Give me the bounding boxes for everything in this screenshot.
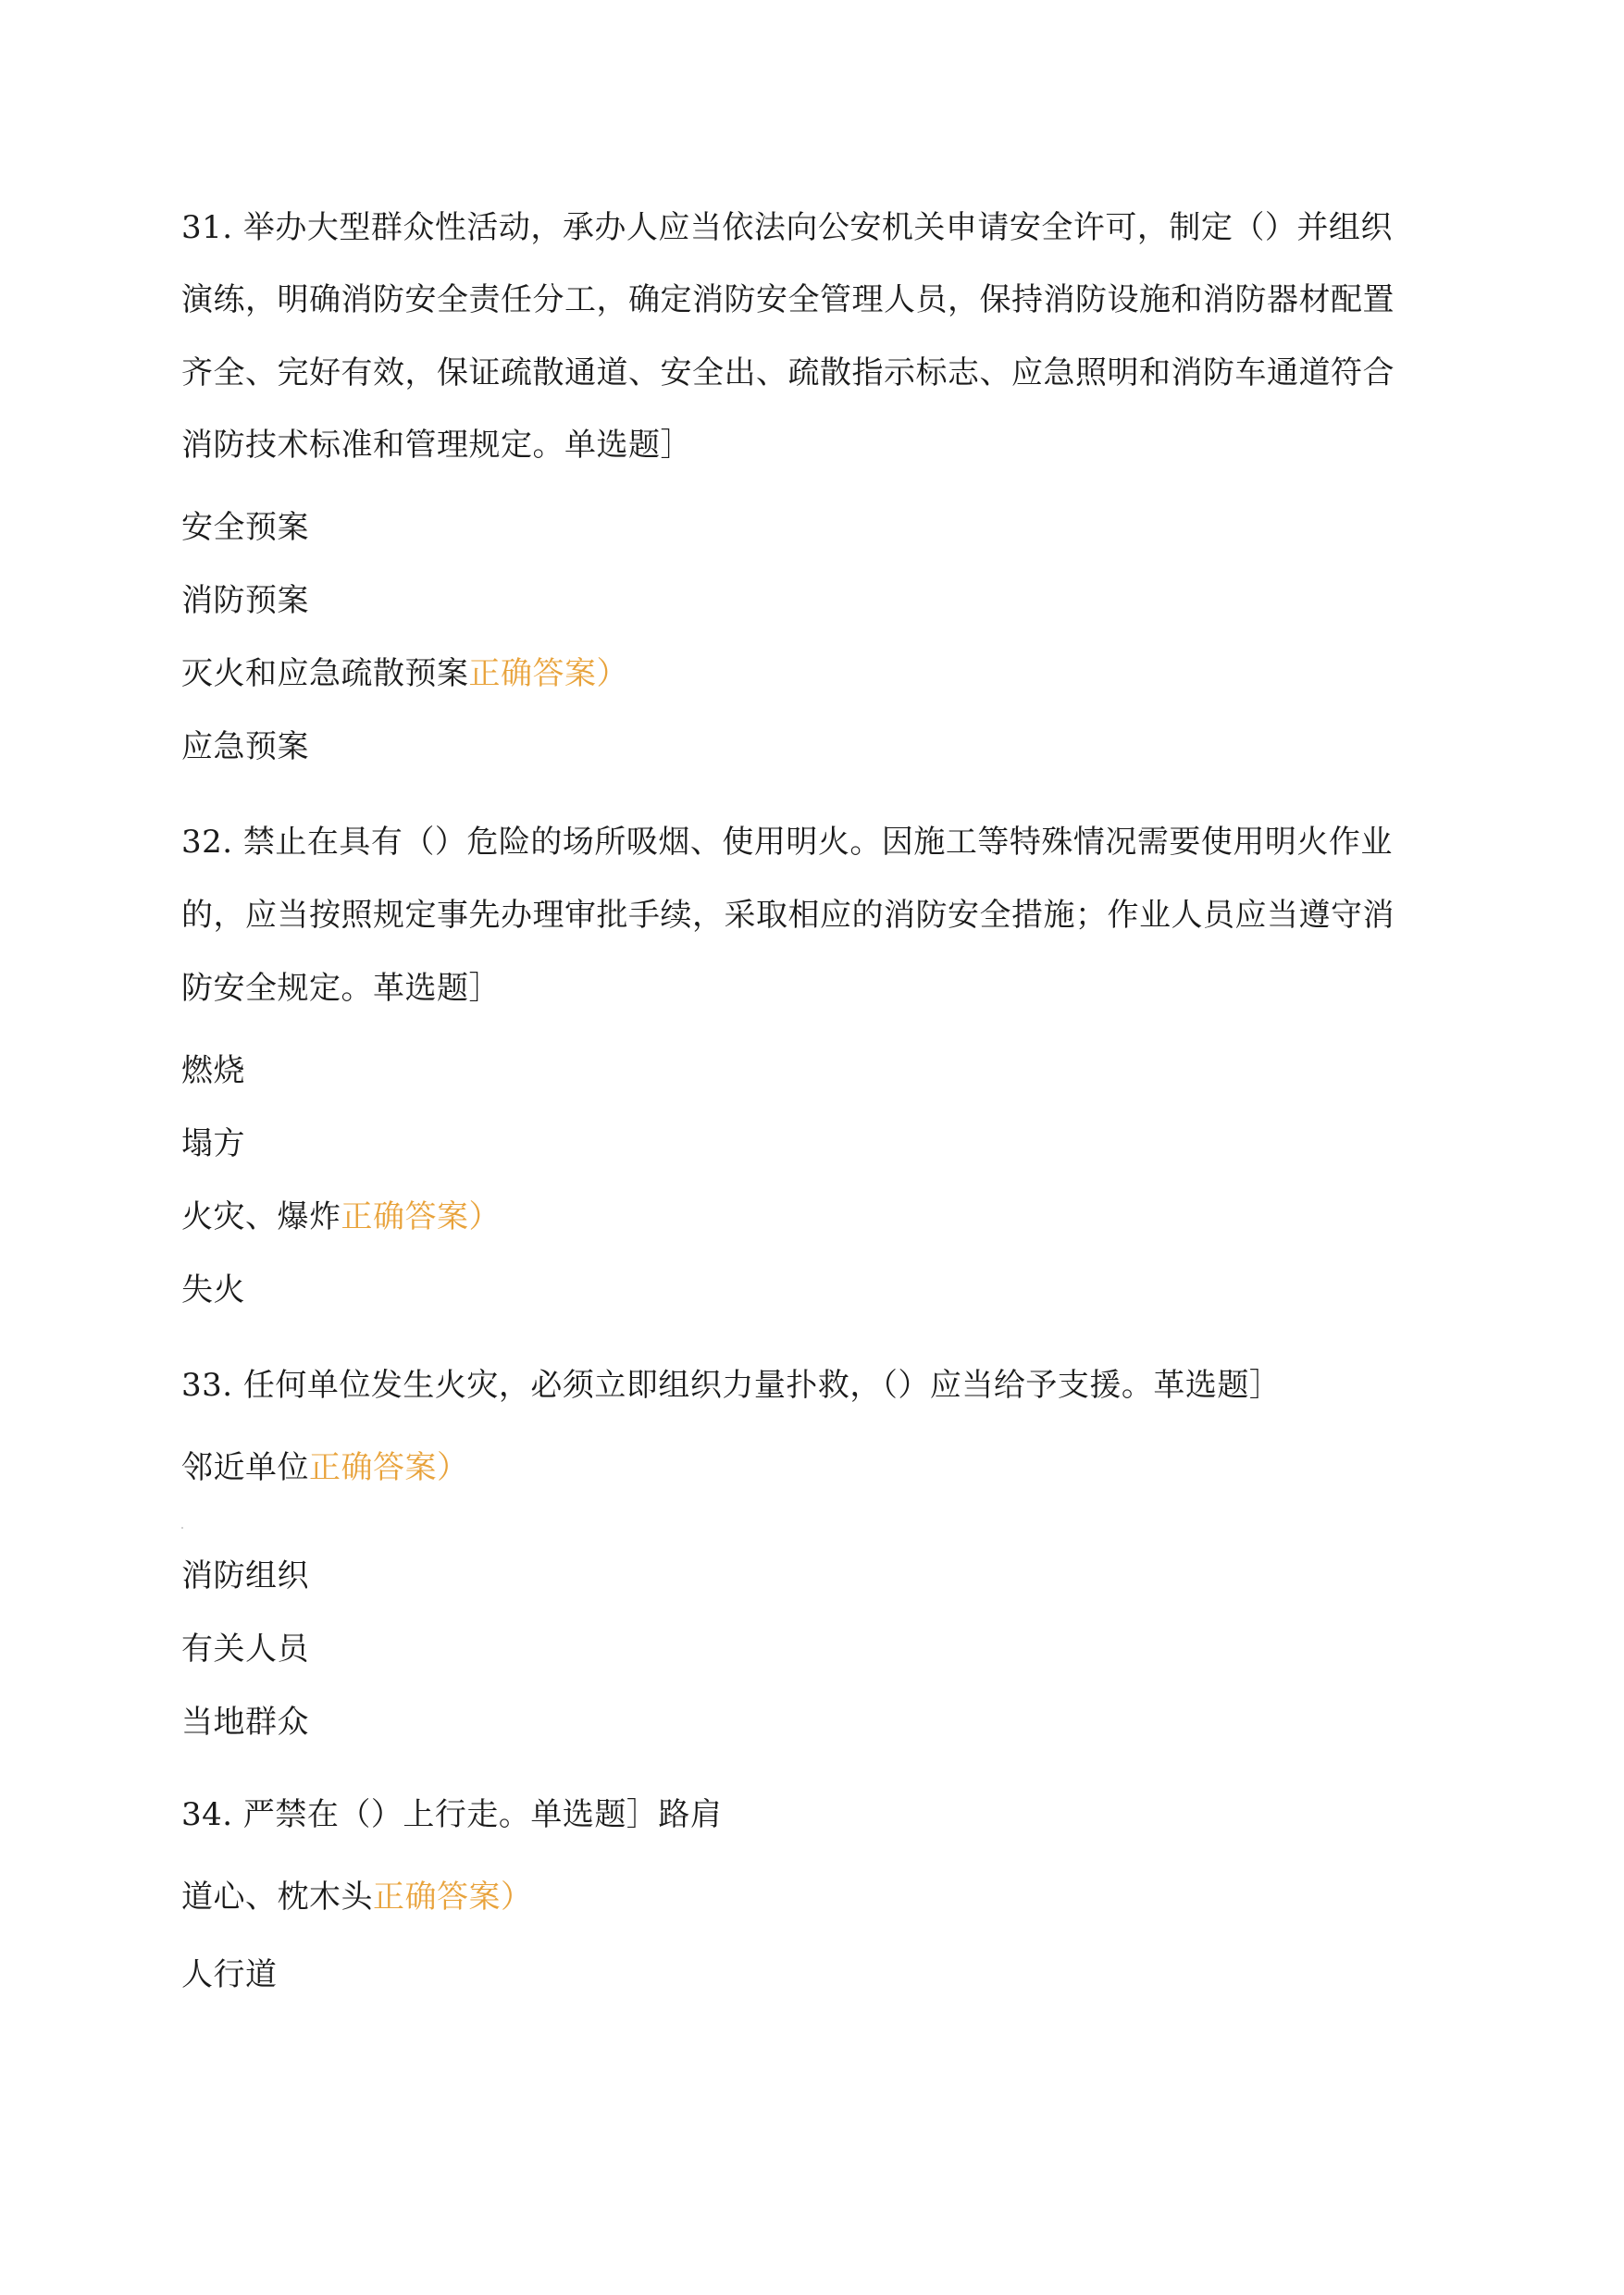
option-text: 道心、枕木头: [181, 1879, 373, 1916]
question-32-line-2: 的，应当按照规定事先办理审批手续，采取相应的消防安全措施；作业人员应当遵守消: [181, 897, 1395, 934]
question-31-option-2: [181, 582, 309, 619]
correct-answer-mark: 正确答案）: [373, 1879, 533, 1916]
question-31-option-4: [181, 728, 309, 765]
option-text: 燃烧: [181, 1052, 245, 1089]
question-33-option-1: [181, 1449, 469, 1486]
question-32-option-4: [181, 1272, 245, 1309]
option-text: 消防预案: [181, 582, 309, 619]
question-32-option-2: [181, 1125, 245, 1162]
question-31-line-1: 31. 举办大型群众性活动，承办人应当依法向公安机关申请安全许可，制定（）并组织: [181, 209, 1393, 246]
correct-answer-mark: 正确答案）: [341, 1198, 501, 1235]
option-text: 人行道: [181, 1956, 278, 1993]
correct-answer-mark: 正确答案）: [309, 1449, 469, 1486]
question-34-option-2: [181, 1956, 278, 1993]
option-text: 消防组织: [181, 1557, 309, 1594]
question-33-option-4: [181, 1704, 309, 1741]
option-text: 火灾、爆炸: [181, 1198, 341, 1235]
option-text: 应急预案: [181, 728, 309, 765]
option-text: 邻近单位: [181, 1449, 309, 1486]
question-32-option-3: [181, 1198, 501, 1235]
option-text: 安全预案: [181, 509, 309, 546]
option-text: 灭火和应急疏散预案: [181, 655, 469, 692]
option-text: 塌方: [181, 1125, 245, 1162]
question-31-line-3: 齐全、完好有效，保证疏散通道、安全出、疏散指示标志、应急照明和消防车通道符合: [181, 354, 1395, 391]
question-31-option-3: [181, 655, 628, 692]
correct-answer-mark: 正确答案）: [468, 655, 628, 692]
question-31-line-2: 演练，明确消防安全责任分工，确定消防安全管理人员，保持消防设施和消防器材配置: [181, 281, 1395, 318]
question-31-option-1: [181, 509, 309, 546]
option-text: 失火: [181, 1272, 245, 1309]
option-text: 有关人员: [181, 1631, 309, 1668]
question-34-option-1: [181, 1879, 533, 1916]
stray-dot: [181, 1527, 183, 1529]
question-31-line-4: 消防技术标准和管理规定。单选题］: [181, 427, 692, 464]
option-text: 当地群众: [181, 1704, 309, 1741]
question-33-line-1: 33. 任何单位发生火灾，必须立即组织力量扑救，（）应当给予支援。革选题］: [181, 1367, 1282, 1404]
question-34-line-1: 34. 严禁在（）上行走。单选题］路肩: [181, 1796, 723, 1833]
question-33-option-2: [181, 1557, 309, 1594]
question-33-option-3: [181, 1631, 309, 1668]
question-32-option-1: [181, 1052, 245, 1089]
question-32-line-1: 32. 禁止在具有（）危险的场所吸烟、使用明火。因施工等特殊情况需要使用明火作业: [181, 824, 1393, 861]
question-32-line-3: 防安全规定。革选题］: [181, 970, 501, 1007]
